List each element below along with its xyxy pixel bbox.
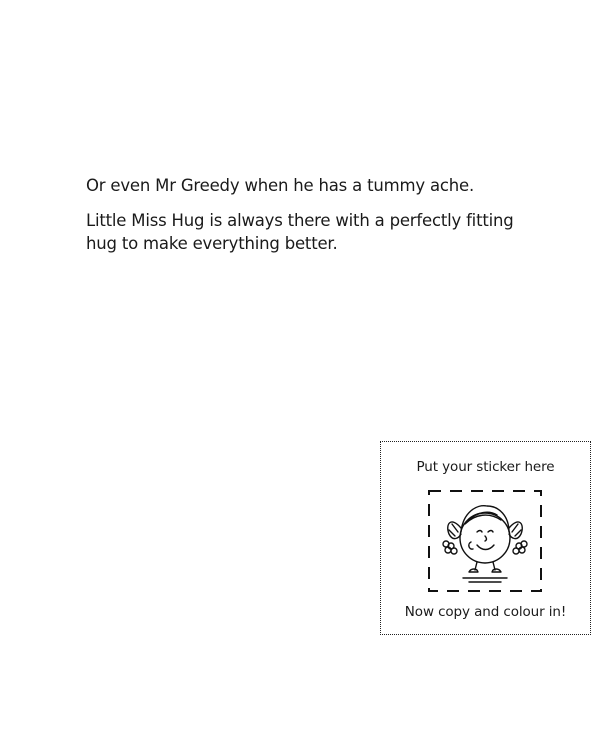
sticker-placement-area[interactable] bbox=[425, 488, 545, 594]
story-text bbox=[86, 174, 546, 267]
sticker-panel bbox=[380, 441, 591, 635]
story-line-2: Little Miss Hug is always there with a perfectly fitting hug to make everything better. bbox=[86, 211, 514, 253]
little-miss-hug-illustration bbox=[425, 488, 545, 594]
story-line-1: Or even Mr Greedy when he has a tummy ache. bbox=[86, 176, 474, 195]
colour-in-instruction: Now copy and colour in! bbox=[404, 604, 567, 620]
sticker-instruction: Put your sticker here bbox=[416, 459, 555, 475]
